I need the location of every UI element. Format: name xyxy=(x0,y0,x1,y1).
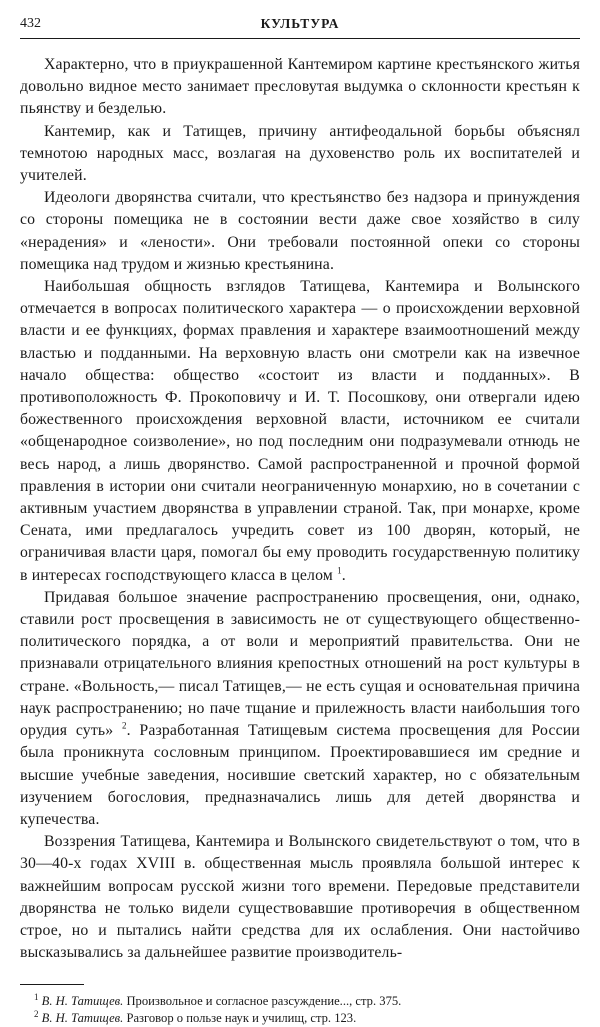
paragraph: Идеологи дворянства считали, что крестьянство без надзора и принуждения со стороны помещика не в состоянии вести даже свое хозяйство в силу «нерадения» и «лености». Они требовали постоянной опеки со стороны помещика над трудом и жизнью крестьянина. xyxy=(20,189,580,273)
footnote: $^1$ В. Н. Татищев. Произвольное и согласное разсуждение..., стр. 375. xyxy=(34,992,402,1009)
footnote-rule xyxy=(20,984,84,985)
paragraph: Воззрения Татищева, Кантемира и Волынского свидетельствуют о том, что в 30—40-х годах XVIII в. общественная мысль проявляла большой интерес к важнейшим вопросам русской жизни того времени. Передовые представители дворянства не только видели существовавшие противоречия в общественном строе, но и пытались найти средства для их ослабления. Они настойчиво высказывались за дальнейшее развитие производитель- xyxy=(20,833,580,962)
footnote: $^2$ В. Н. Татищев. Разговор о пользе наук и училищ, стр. 123. xyxy=(34,1009,357,1026)
footnote-ref: 1 xyxy=(337,565,342,576)
page-number: 432 xyxy=(20,16,41,31)
paragraph: Придавая большое значение распространению просвещения, они, однако, ставили рост просвещения в зависимость не от существующего общественно-политического порядка, а от воли и мероприятий правительства. Они не признавали отрицательного влияния крепостных отношений на рост культуры в стране. «Вольность,— писал Татищев,— не есть сущая и основательная причина наук распространению; но паче тщание и прилежность власти наибольшия того орудия суть» $^2$. Разработанная Татищевым система просвещения для России была проникнута сословным принципом. Проектировавшиеся им средние и высшие учебные заведения, носившие светский характер, но с обязательным изучением богословия, предназначались лишь для детей дворянства и купечества. xyxy=(20,588,580,828)
footnote-ref: 2 xyxy=(121,720,127,731)
body-text xyxy=(20,54,580,964)
book-page xyxy=(20,12,580,1027)
footnotes xyxy=(20,993,580,1027)
running-head xyxy=(20,12,580,34)
header-rule xyxy=(20,38,580,39)
section-title: КУЛЬТУРА xyxy=(260,16,340,31)
paragraph: Кантемир, как и Татищев, причину антифеодальной борьбы объяснял темнотою народных масс, возлагая на духовенство роль их воспитателей и учителей. xyxy=(20,122,580,185)
paragraph: Характерно, что в приукрашенной Кантемиром картине крестьянского житья довольно видное место занимает пресловутая выдумка о склонности крестьян к пьянству и безделью. xyxy=(20,56,580,118)
paragraph: Наибольшая общность взглядов Татищева, Кантемира и Волынского отмечается в вопросах политического характера — о происхождении верховной власти и ее функциях, формах правления и характере взаимоотношений между властью и подданными. На верховную власть они смотрели как на извечное начало общества: общество «состоит из власти и подданных». В противоположность Ф. Прокоповичу и И. Т. Посошкову, они отвергали идею божественного происхождения верховной власти, источником ее считали «общенародное соизволение», но под последним они подразумевали отнюдь не весь народ, а лишь дворянство. Самой распространенной и прочной формой правления в истории они считали неограниченную монархию, но в сочетании с активным участием дворянства в управлении страной. Так, при монархе, кроме Сената, ими предлагалось учредить совет из 100 дворян, который, не ограничивая власти царя, помогал бы ему проводить государственную политику в интересах господствующего класса в целом $^1$. xyxy=(20,278,580,584)
